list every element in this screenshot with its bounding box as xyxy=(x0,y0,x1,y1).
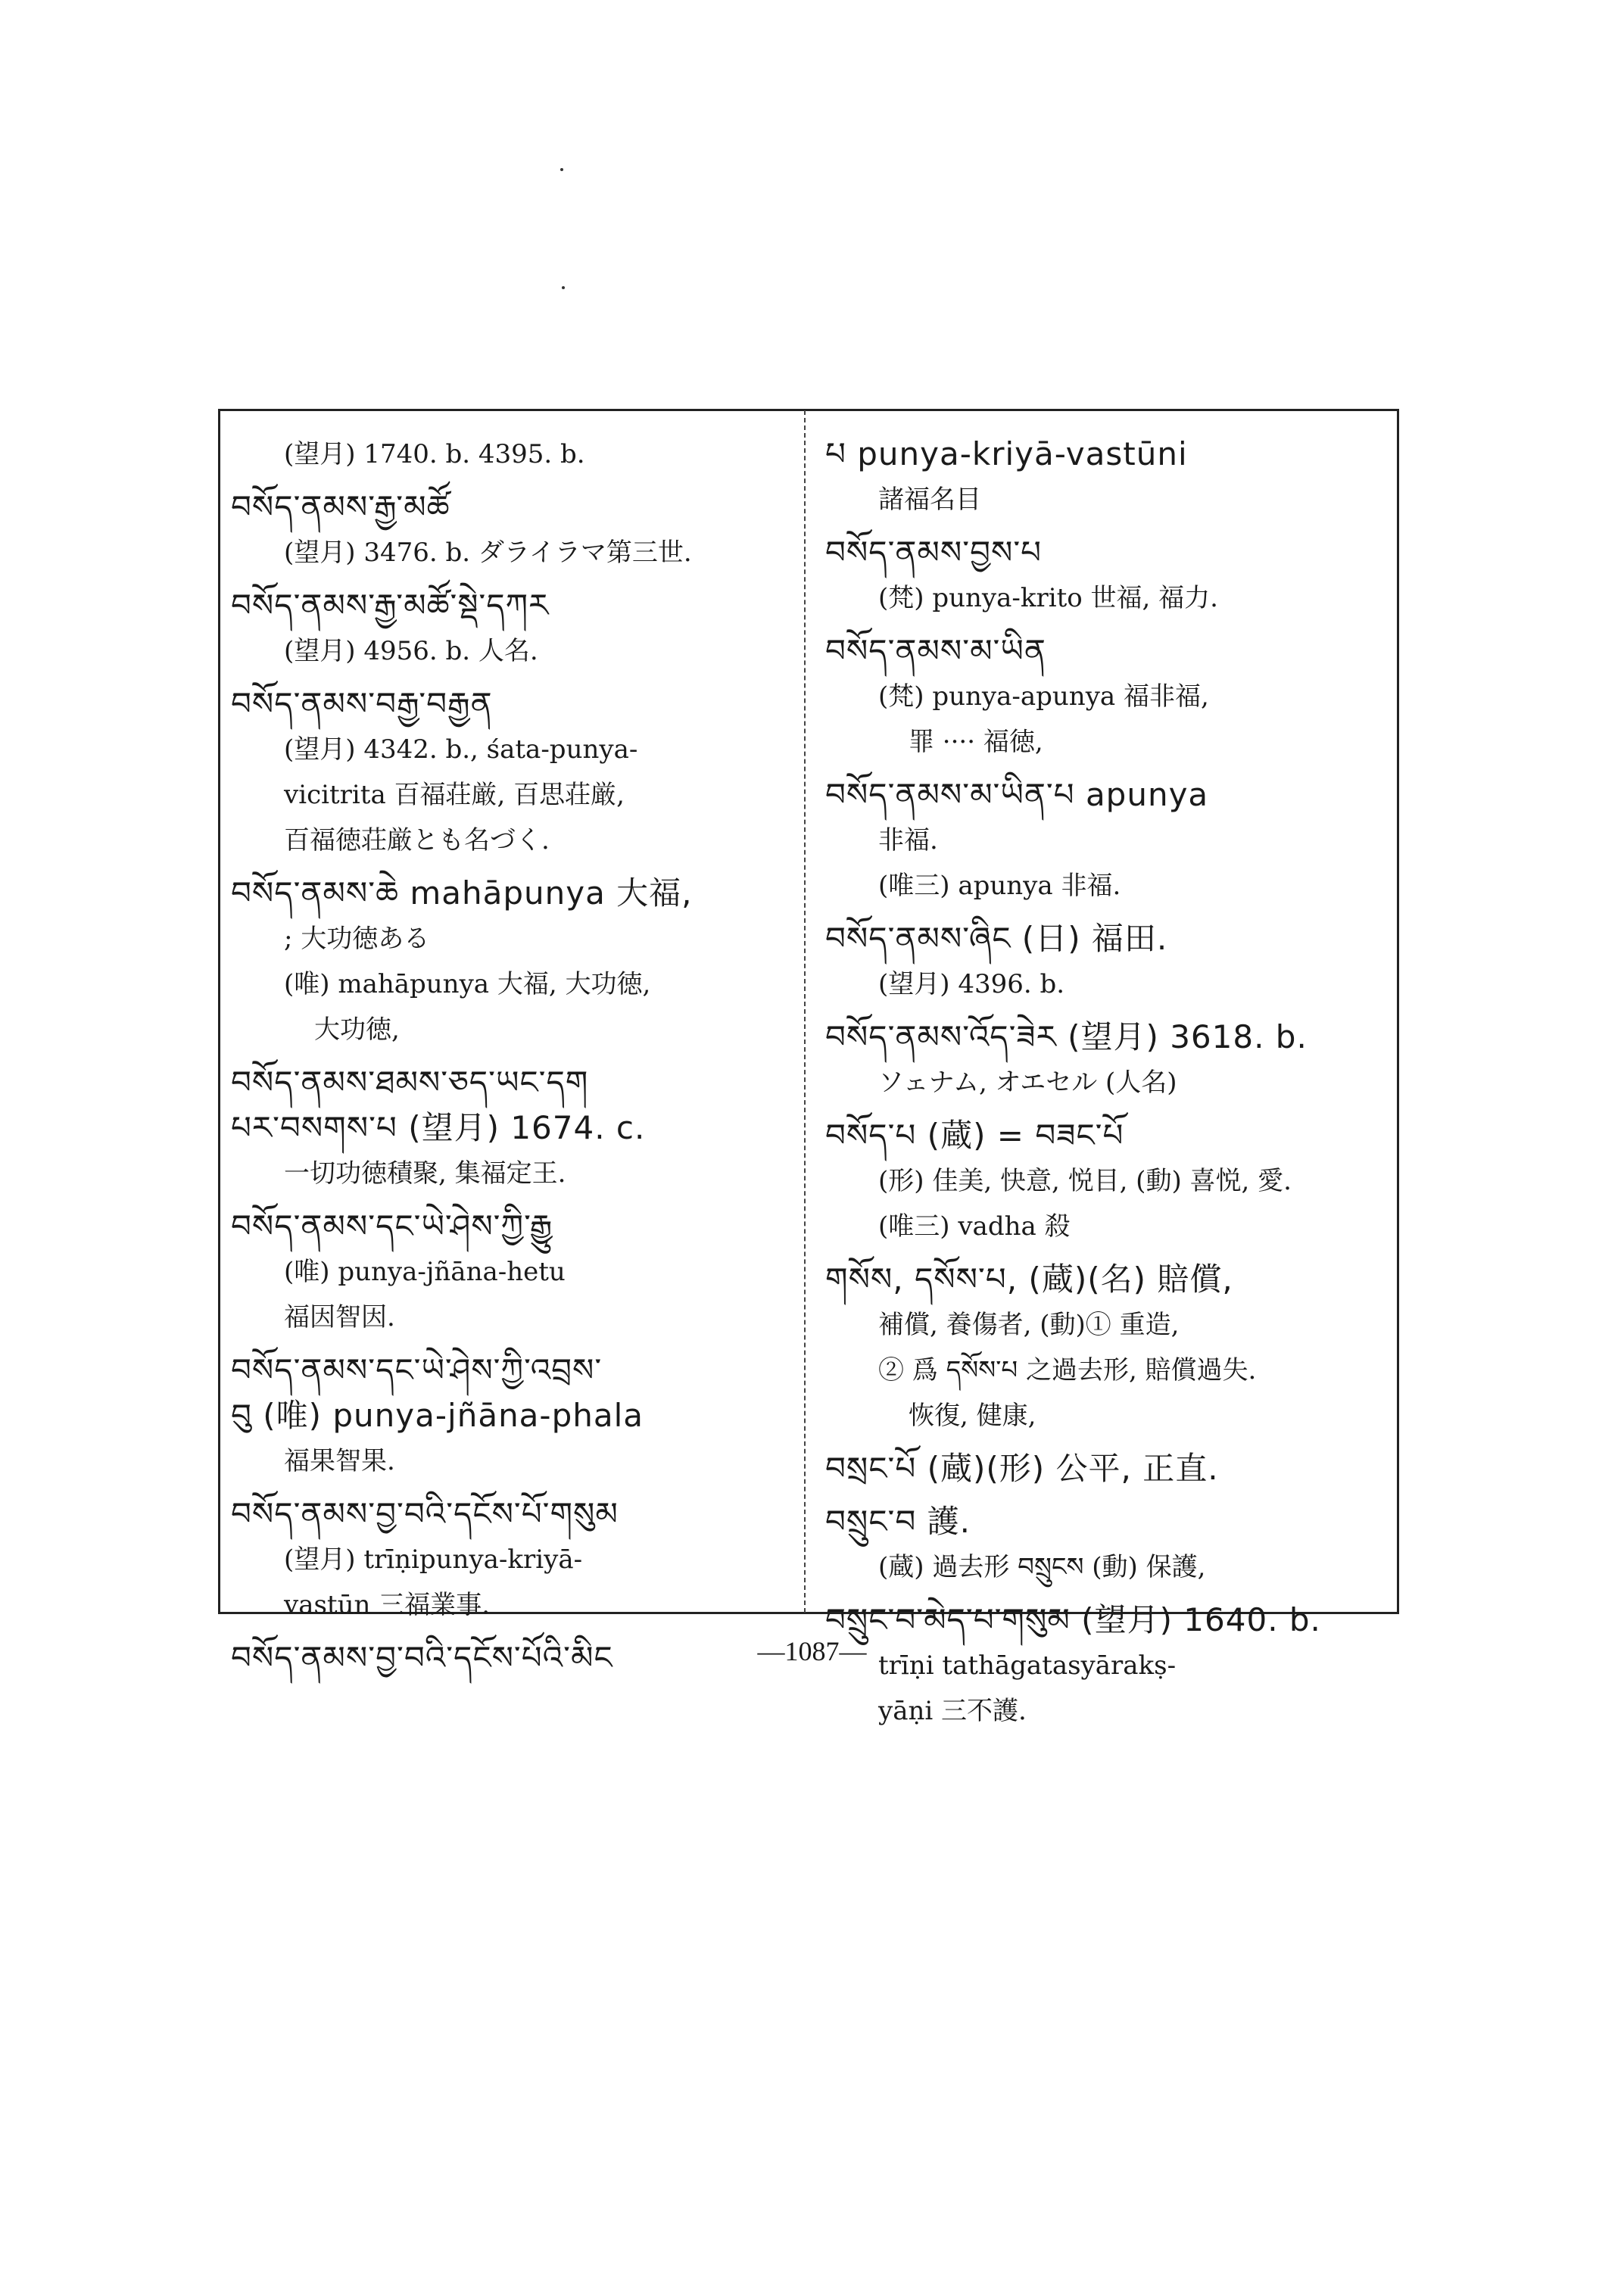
entry-gloss-line: 百福徳荘厳とも名づく. xyxy=(284,825,550,856)
dictionary-entry xyxy=(231,1060,795,1196)
entry-headword: བསྲུང་བ 護. xyxy=(825,1503,971,1540)
dictionary-entry xyxy=(825,432,1389,522)
dictionary-entry xyxy=(231,1204,795,1340)
entry-gloss-line: (望月) 4342. b., śata-punya- xyxy=(284,734,638,765)
entry-headword: བསོད་ནམས་བྱ་བའི་དངོས་པོའི་མིང xyxy=(231,1639,613,1676)
scan-speck xyxy=(562,286,565,289)
entry-gloss-line: (望月) 4396. b. xyxy=(878,969,1065,999)
entry-gloss-line: (唯) punya-jñāna-hetu xyxy=(284,1257,566,1287)
entry-headword: བསོད་ནམས་མ་ཡིན་པ apunya xyxy=(825,776,1209,813)
entry-gloss-line: (唯) mahāpunya 大福, 大功徳, xyxy=(284,969,651,999)
dictionary-entry xyxy=(231,681,795,863)
entry-gloss-line: (梵) punya-krito 世福, 福力. xyxy=(878,583,1218,613)
entry-gloss-line: (形) 佳美, 快意, 悦目, (動) 喜悦, 愛. xyxy=(878,1166,1292,1196)
dictionary-entry xyxy=(825,530,1389,621)
column-divider xyxy=(804,410,807,1613)
entry-gloss-line: ソェナム, オエセル (人名) xyxy=(878,1068,1177,1098)
entry-headword: བསོད་ནམས་འོད་ཟེར (望月) 3618. b. xyxy=(825,1018,1308,1055)
entry-gloss-line: 補償, 養傷者, (動)① 重造, xyxy=(878,1310,1180,1340)
dictionary-entry xyxy=(825,1015,1389,1105)
entry-gloss-line: vicitrita 百福荘厳, 百思荘厳, xyxy=(284,780,625,810)
entry-gloss-line: trīṇi tathāgatasyārakṣ- xyxy=(878,1650,1177,1681)
entry-headword: བསོད་ནམས་ཆེ mahāpunya 大福, xyxy=(231,874,693,912)
entry-headword: བསོད་ནམས་བརྒྱ་བརྒྱན xyxy=(231,685,493,722)
entry-headword: བསྲང་པོ (蔵)(形) 公平, 正直. xyxy=(825,1450,1219,1487)
entry-headword: བསོད་ནམས་བྱ་བའི་དངོས་པོ་གསུམ xyxy=(231,1495,619,1532)
dictionary-entry xyxy=(231,583,795,674)
dictionary-entry xyxy=(231,485,795,575)
entry-gloss-line: 一切功徳積聚, 集福定王. xyxy=(284,1158,566,1189)
dictionary-entry xyxy=(231,1491,795,1628)
entry-headword: བསོད་ནམས་རྒྱ་མཚོ xyxy=(231,488,450,525)
entry-headword: བསོད་ནམས་དང་ཡེ་ཤེས་ཀྱི་འབྲས་ xyxy=(231,1351,603,1389)
entry-gloss-line: (唯三) apunya 非福. xyxy=(878,871,1121,901)
entry-headword: བསོད་ནམས་རྒྱ་མཚོ་སྡེ་དཀར xyxy=(231,587,550,624)
entry-headword: (望月) 1740. b. 4395. b. xyxy=(284,439,585,469)
entry-gloss-line: yāṇi 三不護. xyxy=(878,1696,1027,1726)
entry-gloss-line: (唯三) vadha 殺 xyxy=(878,1211,1071,1242)
dictionary-entry xyxy=(825,772,1389,909)
entry-gloss-line: 非福. xyxy=(878,825,938,856)
dictionary-entry xyxy=(825,1446,1389,1491)
entry-headword: བསྲུང་བ་མེད་པ་གསུམ (望月) 1640. b. xyxy=(825,1601,1321,1638)
entry-gloss-line: (梵) punya-apunya 福非福, xyxy=(878,681,1209,712)
right-column xyxy=(825,432,1389,1726)
dictionary-entry xyxy=(231,1348,795,1484)
entry-headword: བསོད་ནམས་མ་ཡིན xyxy=(825,632,1046,669)
dictionary-entry xyxy=(825,1113,1389,1249)
entry-gloss-line: 大功徳, xyxy=(314,1015,400,1045)
scan-speck xyxy=(560,168,563,171)
entry-gloss-line: (望月) trīṇipunya-kriyā- xyxy=(284,1544,583,1575)
entry-gloss-line: (望月) 3476. b. ダライラマ第三世. xyxy=(284,538,692,568)
entry-headword: བསོད་ནམས་བྱས་པ xyxy=(825,534,1043,571)
entry-headword: བསོད་ནམས་ཞིང (日) 福田. xyxy=(825,920,1168,957)
entry-gloss-line: ② 爲 དསོས་པ 之過去形, 賠償過失. xyxy=(878,1355,1257,1385)
entry-gloss-line: 福因智因. xyxy=(284,1302,395,1332)
entry-headword: པ punya-kriyā-vastūni xyxy=(825,435,1188,472)
entry-gloss-line: 諸福名目 xyxy=(878,485,981,515)
entry-gloss-line: 福果智果. xyxy=(284,1446,395,1476)
entry-headword: བསོད་ནམས་ཐམས་ཅད་ཡང་དག xyxy=(231,1064,589,1101)
entry-gloss-line: 罪 ···· 福徳, xyxy=(909,727,1043,757)
left-column xyxy=(231,432,795,1676)
entry-headword: བསོད་ནམས་དང་ཡེ་ཤེས་ཀྱི་རྒྱུ xyxy=(231,1208,553,1245)
entry-gloss-line: ; 大功徳ある xyxy=(284,924,430,954)
dictionary-entry xyxy=(825,1499,1389,1590)
dictionary-entry xyxy=(825,916,1389,1007)
entry-gloss-line: 恢復, 健康, xyxy=(909,1401,1036,1431)
page-number: —1087— xyxy=(757,1636,867,1666)
entry-gloss-line: པར་བསགས་པ (望月) 1674. c. xyxy=(231,1109,646,1146)
entry-headword: བསོད་པ (蔵) = བཟང་པོ xyxy=(825,1117,1124,1154)
dictionary-entry xyxy=(231,871,795,1052)
dictionary-entry xyxy=(825,1257,1389,1438)
dictionary-entry xyxy=(825,628,1389,765)
dictionary-entry xyxy=(231,432,795,477)
entry-gloss-line: vastūn 三福業事. xyxy=(284,1590,490,1620)
entry-gloss-line: (望月) 4956. b. 人名. xyxy=(284,636,538,666)
entry-gloss-line: (蔵) 過去形 བསྲུངས (動) 保護, xyxy=(878,1552,1206,1582)
entry-gloss-line: བུ (唯) punya-jñāna-phala xyxy=(231,1397,644,1434)
entry-headword: གསོས, དསོས་པ, (蔵)(名) 賠償, xyxy=(825,1261,1233,1298)
